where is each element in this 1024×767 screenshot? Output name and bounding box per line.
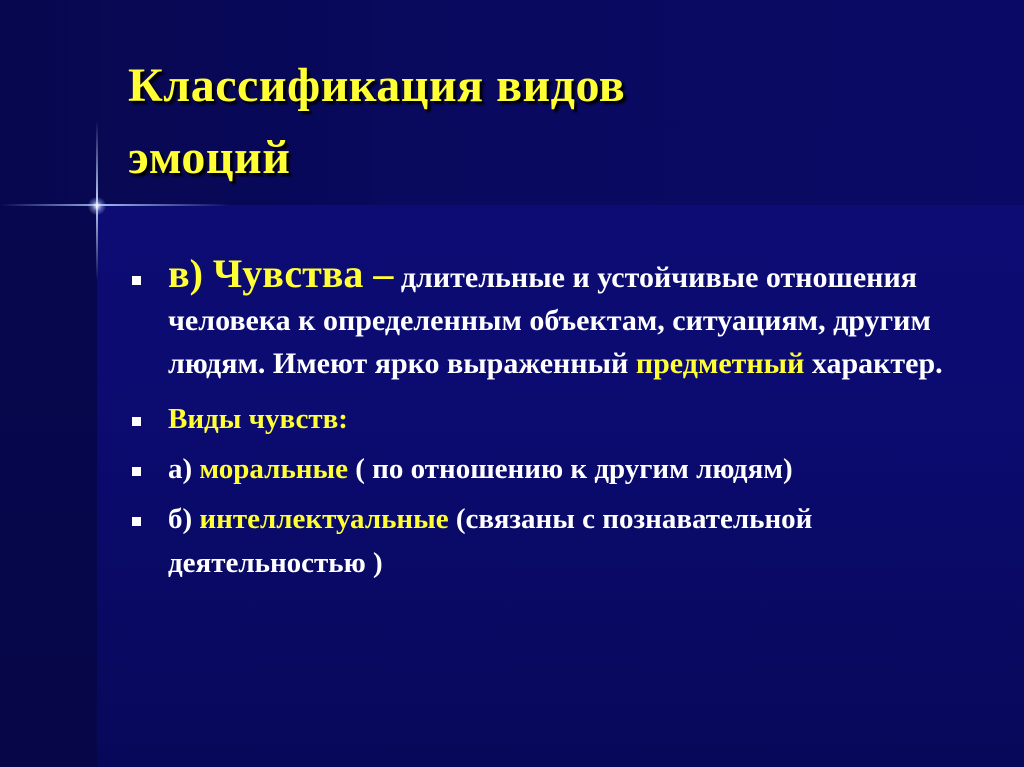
moral-text: ( по отношению к другим людям) — [348, 453, 793, 485]
types-heading: Виды чувств: — [168, 403, 348, 435]
feelings-lead: в) Чувства – — [168, 251, 394, 296]
bullet-list — [130, 252, 990, 585]
feelings-highlight: предметный — [635, 347, 805, 380]
square-bullet-icon — [132, 276, 141, 285]
square-bullet-icon — [132, 417, 141, 426]
square-bullet-icon — [132, 517, 141, 526]
bullet-item-feelings — [130, 252, 990, 385]
slide-title — [128, 50, 888, 194]
feelings-definition-end: характер. — [804, 347, 943, 380]
light-flare-horizontal — [0, 204, 230, 206]
slide-title-line2: эмоций — [128, 131, 291, 184]
slide-title-line1: Классификация видов — [128, 59, 626, 112]
bullet-item-types — [130, 397, 990, 441]
intellectual-text: (связаны с познавательной деятельностью ) — [168, 503, 813, 579]
left-band — [0, 205, 97, 767]
intellectual-prefix: б) — [168, 503, 200, 535]
moral-highlight: моральные — [199, 453, 349, 485]
moral-prefix: а) — [168, 453, 200, 485]
intellectual-highlight: интеллектуальные — [199, 503, 449, 535]
feelings-definition: длительные и устойчивые отношения человека к определенным объектам, ситуациям, другим людям. Имеют ярко выраженный — [168, 261, 931, 380]
bullet-item-moral — [130, 447, 990, 491]
square-bullet-icon — [132, 467, 141, 476]
light-flare-icon — [88, 197, 106, 215]
bullet-item-intellectual — [130, 497, 990, 585]
